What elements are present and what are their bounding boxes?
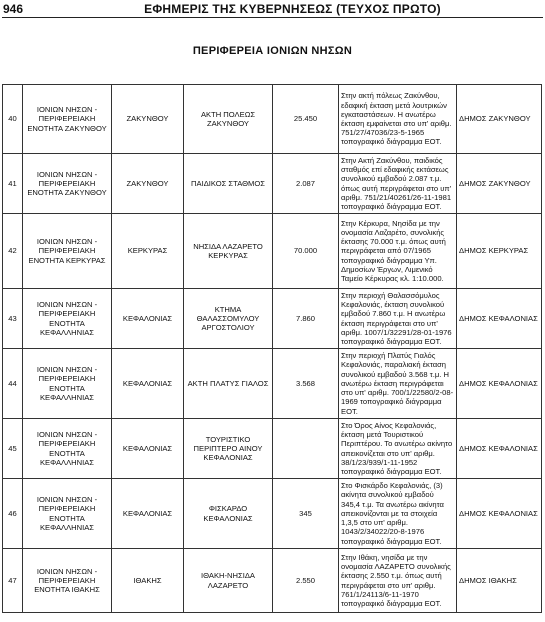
regional-unit-cell: ΚΕΦΑΛΟΝΙΑΣ [112, 349, 184, 419]
area-cell: 2.550 [273, 549, 339, 613]
table-row [3, 349, 542, 419]
section-title: ΠΕΡΙΦΕΡΕΙΑ ΙΟΝΙΩΝ ΝΗΣΩΝ [192, 45, 353, 57]
region-cell: ΙΟΝΙΩΝ ΝΗΣΩΝ - ΠΕΡΙΦΕΡΕΙΑΚΗ ΕΝΟΤΗΤΑ ΚΕΦΑΛΛΗΝΙΑΣ [23, 419, 112, 479]
page-number: 946 [3, 2, 24, 16]
row-number: 44 [3, 349, 23, 419]
municipality-cell: ΔΗΜΟΣ ΚΕΦΑΛΟΝΙΑΣ [457, 479, 542, 549]
site-name-cell: ΚΤΗΜΑ ΘΑΛΑΣΣΟΜΥΛΟΥ ΑΡΓΟΣΤΟΛΙΟΥ [184, 289, 273, 349]
municipality-cell: ΔΗΜΟΣ ΚΕΦΑΛΟΝΙΑΣ [457, 289, 542, 349]
row-number: 42 [3, 214, 23, 289]
table-row [3, 289, 542, 349]
site-name-cell: ΤΟΥΡΙΣΤΙΚΟ ΠΕΡΙΠΤΕΡΟ ΑΙΝΟΥ ΚΕΦΑΛΟΝΙΑΣ [184, 419, 273, 479]
region-cell: ΙΟΝΙΩΝ ΝΗΣΩΝ - ΠΕΡΙΦΕΡΕΙΑΚΗ ΕΝΟΤΗΤΑ ΖΑΚΥΝΘΟΥ [23, 154, 112, 214]
area-cell: 2.087 [273, 154, 339, 214]
description-cell: Στο Όρος Αίνος Κεφαλονιάς, έκταση μετά Τουριστικού Περιπτέρου. Το ανωτέρω ακίνητο απεικονίζεται στο υπ' αριθμ. 38/1/23/939/1-11-1952 τοπογραφικό διάγραμμα ΕΟΤ. [339, 419, 457, 479]
regional-unit-cell: ΖΑΚΥΝΘΟΥ [112, 154, 184, 214]
regional-unit-cell: ΚΕΡΚΥΡΑΣ [112, 214, 184, 289]
site-name-cell: ΙΘΑΚΗ-ΝΗΣΙΔΑ ΛΑΖΑΡΕΤΟ [184, 549, 273, 613]
table-row [3, 419, 542, 479]
regional-unit-cell: ΖΑΚΥΝΘΟΥ [112, 85, 184, 154]
region-cell: ΙΟΝΙΩΝ ΝΗΣΩΝ - ΠΕΡΙΦΕΡΕΙΑΚΗ ΕΝΟΤΗΤΑ ΚΕΡΚΥΡΑΣ [23, 214, 112, 289]
row-number: 45 [3, 419, 23, 479]
site-name-cell: ΠΑΙΔΙΚΟΣ ΣΤΑΘΜΟΣ [184, 154, 273, 214]
table-row [3, 549, 542, 613]
site-name-cell: ΑΚΤΗ ΠΟΛΕΩΣ ΖΑΚΥΝΘΟΥ [184, 85, 273, 154]
regional-unit-cell: ΚΕΦΑΛΟΝΙΑΣ [112, 479, 184, 549]
description-cell: Στην περιοχή Πλατύς Γιαλός Κεφαλονιάς, παραλιακή έκταση συνολικού εμβαδού 3.568 τ.μ. Η ανωτέρω έκταση περιγράφεται στο υπ' αριθμ. 700/1/22580/2-08-1969 τοπογραφικό διάγραμμα ΕΟΤ. [339, 349, 457, 419]
area-cell: 345 [273, 479, 339, 549]
row-number: 46 [3, 479, 23, 549]
municipality-cell: ΔΗΜΟΣ ΚΕΦΑΛΟΝΙΑΣ [457, 419, 542, 479]
header-rule [2, 17, 543, 18]
municipality-cell: ΔΗΜΟΣ ΚΕΡΚΥΡΑΣ [457, 214, 542, 289]
area-cell [273, 419, 339, 479]
row-number: 40 [3, 85, 23, 154]
municipality-cell: ΔΗΜΟΣ ΖΑΚΥΝΘΟΥ [457, 154, 542, 214]
region-cell: ΙΟΝΙΩΝ ΝΗΣΩΝ - ΠΕΡΙΦΕΡΕΙΑΚΗ ΕΝΟΤΗΤΑ ΚΕΦΑΛΛΗΝΙΑΣ [23, 289, 112, 349]
row-number: 41 [3, 154, 23, 214]
description-cell: Στην Κέρκυρα, Νησίδα με την ονομασία Λαζαρέτο, συνολικής έκτασης 70.000 τ.μ. όπως αυτή περιγράφεται από 07/1965 τοπογραφικό διάγραμμα Υπ. Δημοσίων Έργων, Λιμενικό Ταμείο Κέρκυρας κλ. 1:10.000. [339, 214, 457, 289]
municipality-cell: ΔΗΜΟΣ ΙΘΑΚΗΣ [457, 549, 542, 613]
row-number: 43 [3, 289, 23, 349]
region-cell: ΙΟΝΙΩΝ ΝΗΣΩΝ - ΠΕΡΙΦΕΡΕΙΑΚΗ ΕΝΟΤΗΤΑ ΚΕΦΑΛΛΗΝΙΑΣ [23, 349, 112, 419]
municipality-cell: ΔΗΜΟΣ ΚΕΦΑΛΟΝΙΑΣ [457, 349, 542, 419]
journal-title: ΕΦΗΜΕΡΙΣ ΤΗΣ ΚΥΒΕΡΝΗΣΕΩΣ (ΤΕΥΧΟΣ ΠΡΩΤΟ) [144, 2, 441, 16]
region-cell: ΙΟΝΙΩΝ ΝΗΣΩΝ - ΠΕΡΙΦΕΡΕΙΑΚΗ ΕΝΟΤΗΤΑ ΚΕΦΑΛΛΗΝΙΑΣ [23, 479, 112, 549]
area-cell: 70.000 [273, 214, 339, 289]
region-cell: ΙΟΝΙΩΝ ΝΗΣΩΝ - ΠΕΡΙΦΕΡΕΙΑΚΗ ΕΝΟΤΗΤΑ ΖΑΚΥΝΘΟΥ [23, 85, 112, 154]
area-cell: 25.450 [273, 85, 339, 154]
description-cell: Στην Ιθάκη, νησίδα με την ονομασία ΛΑΖΑΡΕΤΟ συνολικής έκτασης 2.550 τ.μ. όπως αυτή περιγράφεται στο υπ' αριθμ. 761/1/24113/6-11-1970 τοπογραφικό διάγραμμα ΕΟΤ. [339, 549, 457, 613]
area-cell: 3.568 [273, 349, 339, 419]
region-cell: ΙΟΝΙΩΝ ΝΗΣΩΝ - ΠΕΡΙΦΕΡΕΙΑΚΗ ΕΝΟΤΗΤΑ ΙΘΑΚΗΣ [23, 549, 112, 613]
regional-unit-cell: ΚΕΦΑΛΟΝΙΑΣ [112, 419, 184, 479]
description-cell: Στην Ακτή Ζακύνθου, παιδικός σταθμός επί εδαφικής εκτάσεως συνολικού εμβαδού 2.087 τ.μ. όπως αυτή περιγράφεται στο υπ' αριθμ. 751/21/40261/26-11-1981 τοπογραφικό διάγραμμα ΕΟΤ. [339, 154, 457, 214]
description-cell: Στην περιοχή Θαλασσόμυλος Κεφαλονιάς, έκταση συνολικού εμβαδού 7.860 τ.μ. Η ανωτέρω έκταση περιγράφεται στο υπ' αριθμ. 1007/1/32291/28-01-1976 τοπογραφικό διάγραμμα ΕΟΤ. [339, 289, 457, 349]
area-cell: 7.860 [273, 289, 339, 349]
description-cell: Στην ακτή πόλεως Ζακύνθου, εδαφική έκταση μετά λουτρικών εγκαταστάσεων. Η ανωτέρω έκταση εμφαίνεται στο υπ' αριθμ. 751/27/47036/23-5-1965 τοπογραφικό διάγραμμα ΕΟΤ. [339, 85, 457, 154]
table-row [3, 214, 542, 289]
table-row [3, 154, 542, 214]
regional-unit-cell: ΙΘΑΚΗΣ [112, 549, 184, 613]
regional-unit-cell: ΚΕΦΑΛΟΝΙΑΣ [112, 289, 184, 349]
site-name-cell: ΦΙΣΚΑΡΔΟ ΚΕΦΑΛΟΝΙΑΣ [184, 479, 273, 549]
table-row [3, 85, 542, 154]
site-name-cell: ΝΗΣΙΔΑ ΛΑΖΑΡΕΤΟ ΚΕΡΚΥΡΑΣ [184, 214, 273, 289]
table-row [3, 479, 542, 549]
description-cell: Στο Φισκάρδο Κεφαλονιάς, (3) ακίνητα συνολικού εμβαδού 345,4 τ.μ. Τα ανωτέρω ακίνητα απεικονίζονται με τα στοιχεία 1,3,5 στο υπ' αριθμ. 1043/2/34022/20-8-1976 τοπογραφικό διάγραμμα ΕΟΤ. [339, 479, 457, 549]
page-header [0, 0, 545, 18]
site-name-cell: ΑΚΤΗ ΠΛΑΤΥΣ ΓΙΑΛΟΣ [184, 349, 273, 419]
municipality-cell: ΔΗΜΟΣ ΖΑΚΥΝΘΟΥ [457, 85, 542, 154]
records-table [2, 84, 542, 613]
row-number: 47 [3, 549, 23, 613]
